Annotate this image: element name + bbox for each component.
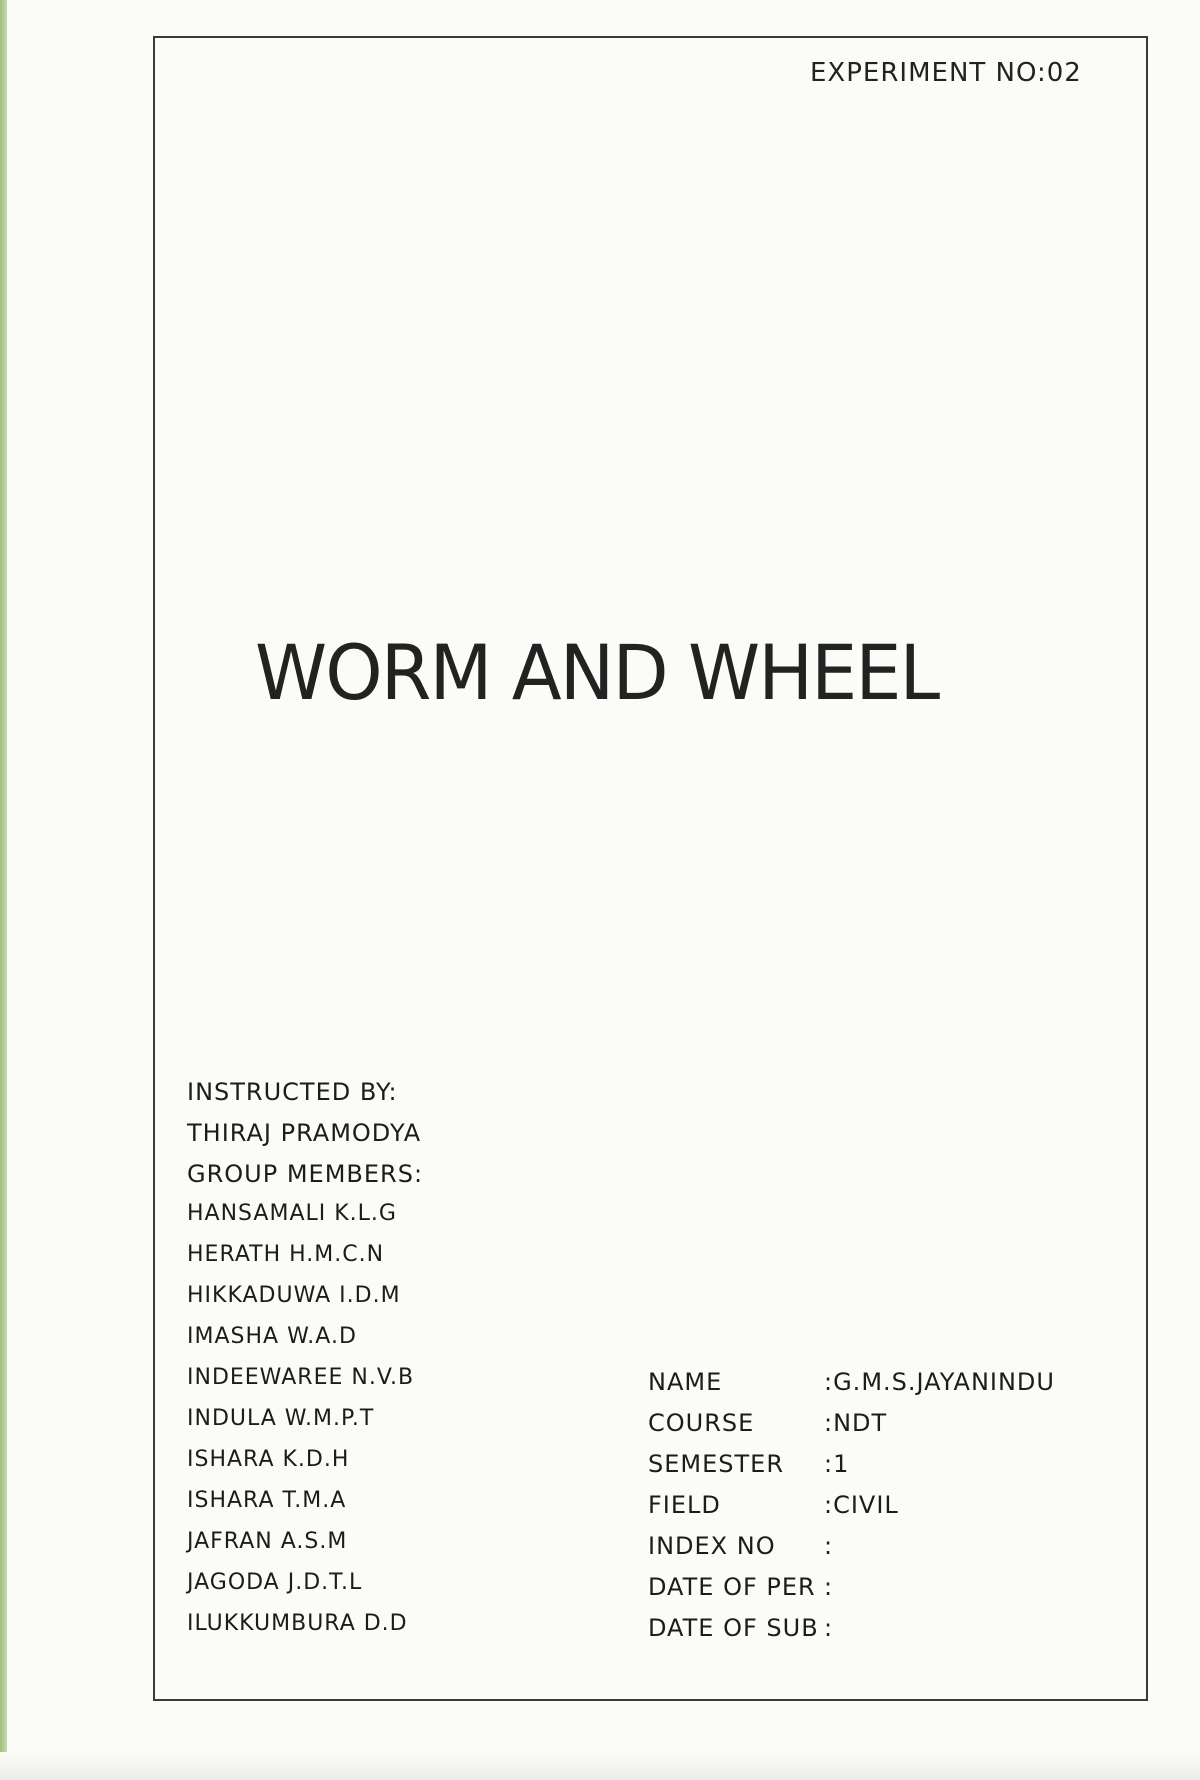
detail-row-name <box>648 1368 1055 1409</box>
detail-label: NAME <box>648 1368 723 1396</box>
detail-value: : <box>824 1532 834 1560</box>
list-item: HERATH H.M.C.N <box>187 1242 385 1267</box>
list-item: ISHARA T.M.A <box>187 1488 347 1513</box>
list-item: IMASHA W.A.D <box>187 1324 357 1349</box>
student-details <box>648 1368 1055 1655</box>
paper-edge <box>0 0 7 1780</box>
detail-label: COURSE <box>648 1409 755 1437</box>
detail-row-date-of-sub <box>648 1614 1055 1655</box>
detail-row-course <box>648 1409 1055 1450</box>
detail-label: DATE OF SUB <box>648 1614 819 1642</box>
list-item: INDULA W.M.P.T <box>187 1406 375 1431</box>
list-item: INDEEWAREE N.V.B <box>187 1365 415 1390</box>
list-item: ISHARA K.D.H <box>187 1447 350 1472</box>
detail-label: FIELD <box>648 1491 721 1519</box>
page-title: WORM AND WHEEL <box>255 628 939 717</box>
list-item: JAGODA J.D.T.L <box>187 1570 363 1595</box>
detail-value: : <box>824 1614 834 1642</box>
detail-row-index-no <box>648 1532 1055 1573</box>
detail-value: :1 <box>824 1450 850 1478</box>
detail-label: INDEX NO <box>648 1532 776 1560</box>
list-item: JAFRAN A.S.M <box>187 1529 348 1554</box>
detail-value: :G.M.S.JAYANINDU <box>824 1368 1055 1396</box>
detail-value: :CIVIL <box>824 1491 899 1519</box>
instructor-name: THIRAJ PRAMODYA <box>187 1119 422 1147</box>
detail-label: DATE OF PER <box>648 1573 816 1601</box>
detail-row-field <box>648 1491 1055 1532</box>
bottom-shadow <box>0 1752 1200 1780</box>
detail-value: :NDT <box>824 1409 888 1437</box>
instructed-by-label: INSTRUCTED BY: <box>187 1078 398 1106</box>
list-item: ILUKKUMBURA D.D <box>187 1611 408 1636</box>
experiment-number: EXPERIMENT NO:02 <box>810 58 1082 88</box>
detail-label: SEMESTER <box>648 1450 785 1478</box>
list-item: HIKKADUWA I.D.M <box>187 1283 401 1308</box>
group-info <box>187 1078 423 1652</box>
detail-row-semester <box>648 1450 1055 1491</box>
group-members-label: GROUP MEMBERS: <box>187 1160 424 1188</box>
detail-row-date-of-per <box>648 1573 1055 1614</box>
list-item: HANSAMALI K.L.G <box>187 1201 397 1226</box>
detail-value: : <box>824 1573 834 1601</box>
